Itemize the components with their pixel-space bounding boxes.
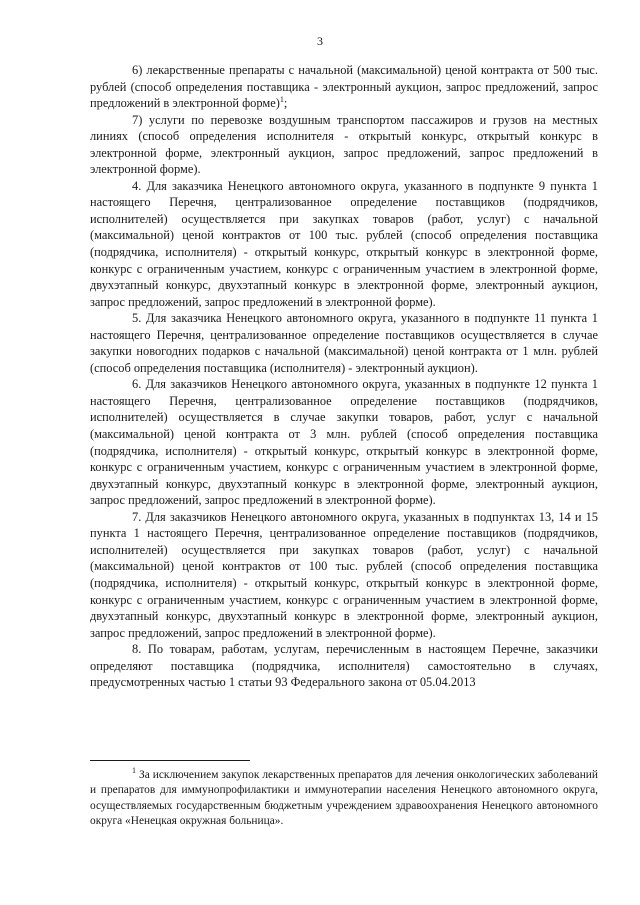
- paragraph-tail: ;: [283, 96, 288, 111]
- paragraph-text: 7) услуги по перевозке воздушным транспортом пассажиров и грузов на местных линиях (способ определения исполнителя - открытый конкурс, открытый конкурс в электронной форме, электронный аукцион, запрос предложений, запрос предложений в электронной форме).: [90, 112, 598, 177]
- footnote-divider: [90, 760, 250, 761]
- paragraph-item-7-air-transport: [90, 112, 598, 178]
- paragraph-point-5: [90, 310, 598, 376]
- page-number: 3: [317, 34, 323, 48]
- paragraph-text: 8. По товарам, работам, услугам, перечисленным в настоящем Перечне, заказчики определяют поставщика (подрядчика, исполнителя) самостоятельно в случаях, предусмотренных частью 1 статьи 93 Федерального закона от 05.04.2013: [90, 642, 598, 690]
- paragraph-point-6: [90, 376, 598, 508]
- paragraph-point-4: [90, 178, 598, 310]
- footnote-reference: 1: [279, 94, 284, 104]
- paragraph-text: 5. Для заказчика Ненецкого автономного округа, указанного в подпункте 11 пункта 1 настоящего Перечня, централизованное определение поставщиков осуществляется в случае закупки новогодних подарков с начальной (максимальной) ценой контракта от 1 млн. рублей (способ определения поставщика (исполнителя) - электронный аукцион).: [90, 311, 598, 375]
- paragraph-text: 4. Для заказчика Ненецкого автономного округа, указанного в подпункте 9 пункта 1 настоящего Перечня, централизованное определение поставщиков (подрядчиков, исполнителей) осуществляется при закупках товаров (работ, услуг) с начальной (максимальной) ценой контрактов от 100 тыс. рублей (способ определения поставщика (подрядчика, исполнителя) - открытый конкурс, открытый конкурс в электронной форме, конкурс с ограниченным участием, конкурс с ограниченным участием в электронной форме, двухэтапный конкурс, двухэтапный конкурс в электронной форме, электронный аукцион, запрос предложений, запрос предложений в электронной форме).: [90, 178, 598, 309]
- paragraph-text: 6. Для заказчиков Ненецкого автономного округа, указанных в подпункте 12 пункта 1 настоящего Перечня, централизованное определение поставщиков (подрядчиков, исполнителей) осуществляется в случае закупки товаров, работ, услуг с начальной (максимальной) ценой контракта от 3 млн. рублей (способ определения поставщика (подрядчика, исполнителя) - открытый конкурс, открытый конкурс в электронной форме, конкурс с ограниченным участием, конкурс с ограниченным участием в электронной форме, двухэтапный конкурс, двухэтапный конкурс в электронной форме, электронный аукцион, запрос предложений, запрос предложений в электронной форме).: [90, 377, 598, 508]
- footnote-paragraph: [90, 768, 598, 829]
- footnote-text: За исключением закупок лекарственных препаратов для лечения онкологических заболеваний и препаратов для иммунопрофилактики и иммунотерапии населения Ненецкого автономного округа, осуществляемых государственным бюджетным учреждением здравоохранения Ненецкого автономного округа «Ненецкая окружная больница».: [90, 769, 598, 827]
- paragraph-point-7: [90, 509, 598, 641]
- paragraph-text: 7. Для заказчиков Ненецкого автономного округа, указанных в подпунктах 13, 14 и 15 пункта 1 настоящего Перечня, централизованное определение поставщиков (подрядчиков, исполнителей) осуществляется при закупках товаров (работ, услуг) с начальной (максимальной) ценой контрактов от 100 тыс. рублей (способ определения поставщика (подрядчика, исполнителя) - открытый конкурс, открытый конкурс в электронной форме, конкурс с ограниченным участием, конкурс с ограниченным участием в электронной форме, двухэтапный конкурс, двухэтапный конкурс в электронной форме, электронный аукцион, запрос предложений, запрос предложений в электронной форме).: [90, 509, 598, 640]
- footnote-marker: 1: [132, 766, 136, 776]
- paragraph-item-6-medicines: [90, 62, 598, 112]
- document-body: [90, 62, 598, 691]
- footnote: [90, 768, 598, 829]
- paragraph-point-8: [90, 641, 598, 691]
- paragraph-text: 6) лекарственные препараты с начальной (максимальной) ценой контракта от 500 тыс. рублей (способ определения поставщика - электронный аукцион, запрос предложений, запрос предложений в электронной форме): [90, 63, 598, 111]
